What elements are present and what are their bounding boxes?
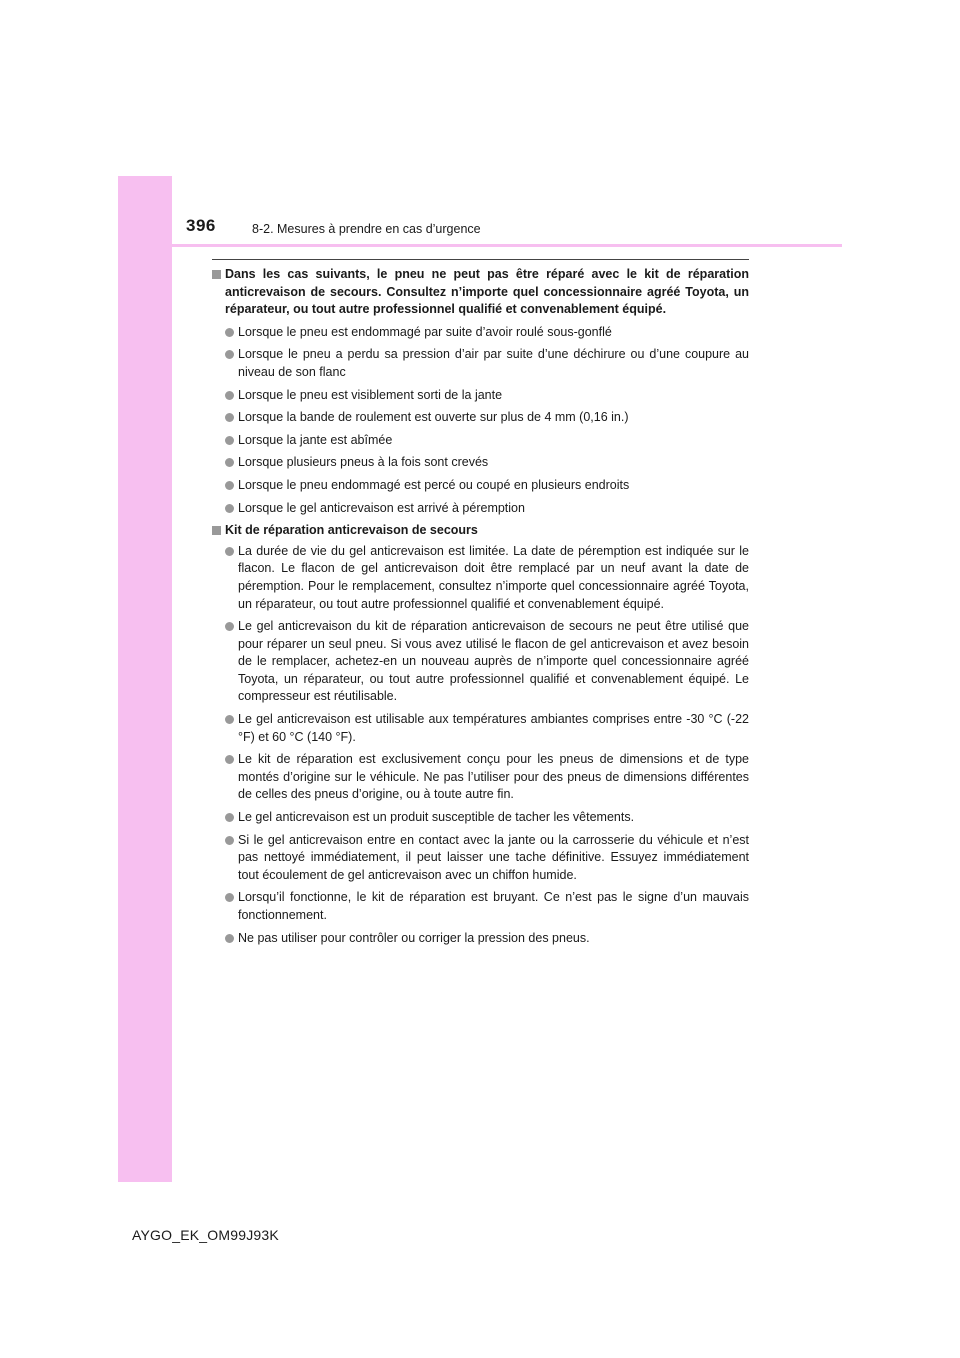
content-divider <box>212 259 749 260</box>
circle-bullet-icon <box>225 836 234 845</box>
section-title: 8-2. Mesures à prendre en cas d’urgence <box>252 222 481 236</box>
section-heading-repair-kit: Kit de réparation anticrevaison de secours <box>212 522 749 540</box>
circle-bullet-icon <box>225 350 234 359</box>
circle-bullet-icon <box>225 813 234 822</box>
circle-bullet-icon <box>225 547 234 556</box>
circle-bullet-icon <box>225 622 234 631</box>
list-item: Lorsque plusieurs pneus à la fois sont crevés <box>212 454 749 472</box>
square-bullet-icon <box>212 270 221 279</box>
circle-bullet-icon <box>225 458 234 467</box>
circle-bullet-icon <box>225 715 234 724</box>
document-code: AYGO_EK_OM99J93K <box>132 1227 279 1243</box>
list-item: Lorsqu’il fonctionne, le kit de réparation est bruyant. Ce n’est pas le signe d’un mauvais fonctionnement. <box>212 889 749 924</box>
list-item: Lorsque le pneu endommagé est percé ou coupé en plusieurs endroits <box>212 477 749 495</box>
list-item: Lorsque le pneu a perdu sa pression d’air par suite d’une déchirure ou d’une coupure au niveau de son flanc <box>212 346 749 381</box>
page-number: 396 <box>186 216 216 235</box>
list-item: La durée de vie du gel anticrevaison est limitée. La date de péremption est indiquée sur le flacon. Le flacon de gel anticrevaison doit être remplacé par un neuf avant la date de péremption. Pour le remplacement, consultez n’importe quel concessionnaire agréé Toyota, un réparateur, ou tout autre professionnel qualifié et convenablement équipé. <box>212 543 749 613</box>
circle-bullet-icon <box>225 328 234 337</box>
side-tab-band <box>118 176 172 1182</box>
list-item: Le gel anticrevaison du kit de réparation anticrevaison de secours ne peut être utilisé que pour réparer un seul pneu. Si vous avez utilisé le flacon de gel anticrevaison et avez besoin de le remplacer, achetez-en un nouveau auprès de n’importe quel concessionnaire agréé Toyota, un réparateur, ou tout autre professionnel qualifié et convenablement équipé. Le compresseur est réutilisable. <box>212 618 749 706</box>
list-item: Lorsque la bande de roulement est ouverte sur plus de 4 mm (0,16 in.) <box>212 409 749 427</box>
header-rule <box>118 244 842 247</box>
circle-bullet-icon <box>225 481 234 490</box>
circle-bullet-icon <box>225 436 234 445</box>
list-item: Lorsque la jante est abîmée <box>212 432 749 450</box>
page-content <box>212 266 749 952</box>
square-bullet-icon <box>212 526 221 535</box>
circle-bullet-icon <box>225 391 234 400</box>
circle-bullet-icon <box>225 893 234 902</box>
list-item: Lorsque le gel anticrevaison est arrivé à péremption <box>212 500 749 518</box>
list-item: Lorsque le pneu est endommagé par suite d’avoir roulé sous-gonflé <box>212 324 749 342</box>
list-item: Le gel anticrevaison est un produit susceptible de tacher les vêtements. <box>212 809 749 827</box>
list-item: Le kit de réparation est exclusivement conçu pour les pneus de dimensions et de type montés d’origine sur le véhicule. Ne pas l’utiliser pour des pneus de dimensions différentes de celles des pneus d’origine, ou à toute autre fin. <box>212 751 749 804</box>
list-item: Le gel anticrevaison est utilisable aux températures ambiantes comprises entre -30 °C (-22 °F) et 60 °C (140 °F). <box>212 711 749 746</box>
list-item: Ne pas utiliser pour contrôler ou corriger la pression des pneus. <box>212 930 749 948</box>
list-item: Lorsque le pneu est visiblement sorti de la jante <box>212 387 749 405</box>
circle-bullet-icon <box>225 504 234 513</box>
circle-bullet-icon <box>225 934 234 943</box>
section-heading-repair-exclusions: Dans les cas suivants, le pneu ne peut pas être réparé avec le kit de réparation anticrevaison de secours. Consultez n’importe quel concessionnaire agréé Toyota, un réparateur, ou tout autre professionnel qualifié et convenablement équipé. <box>212 266 749 319</box>
circle-bullet-icon <box>225 755 234 764</box>
list-item: Si le gel anticrevaison entre en contact avec la jante ou la carrosserie du véhicule et n’est pas nettoyé immédiatement, il peut laisser une tache définitive. Essuyez immédiatement tout écoulement de gel anticrevaison avec un chiffon humide. <box>212 832 749 885</box>
circle-bullet-icon <box>225 413 234 422</box>
